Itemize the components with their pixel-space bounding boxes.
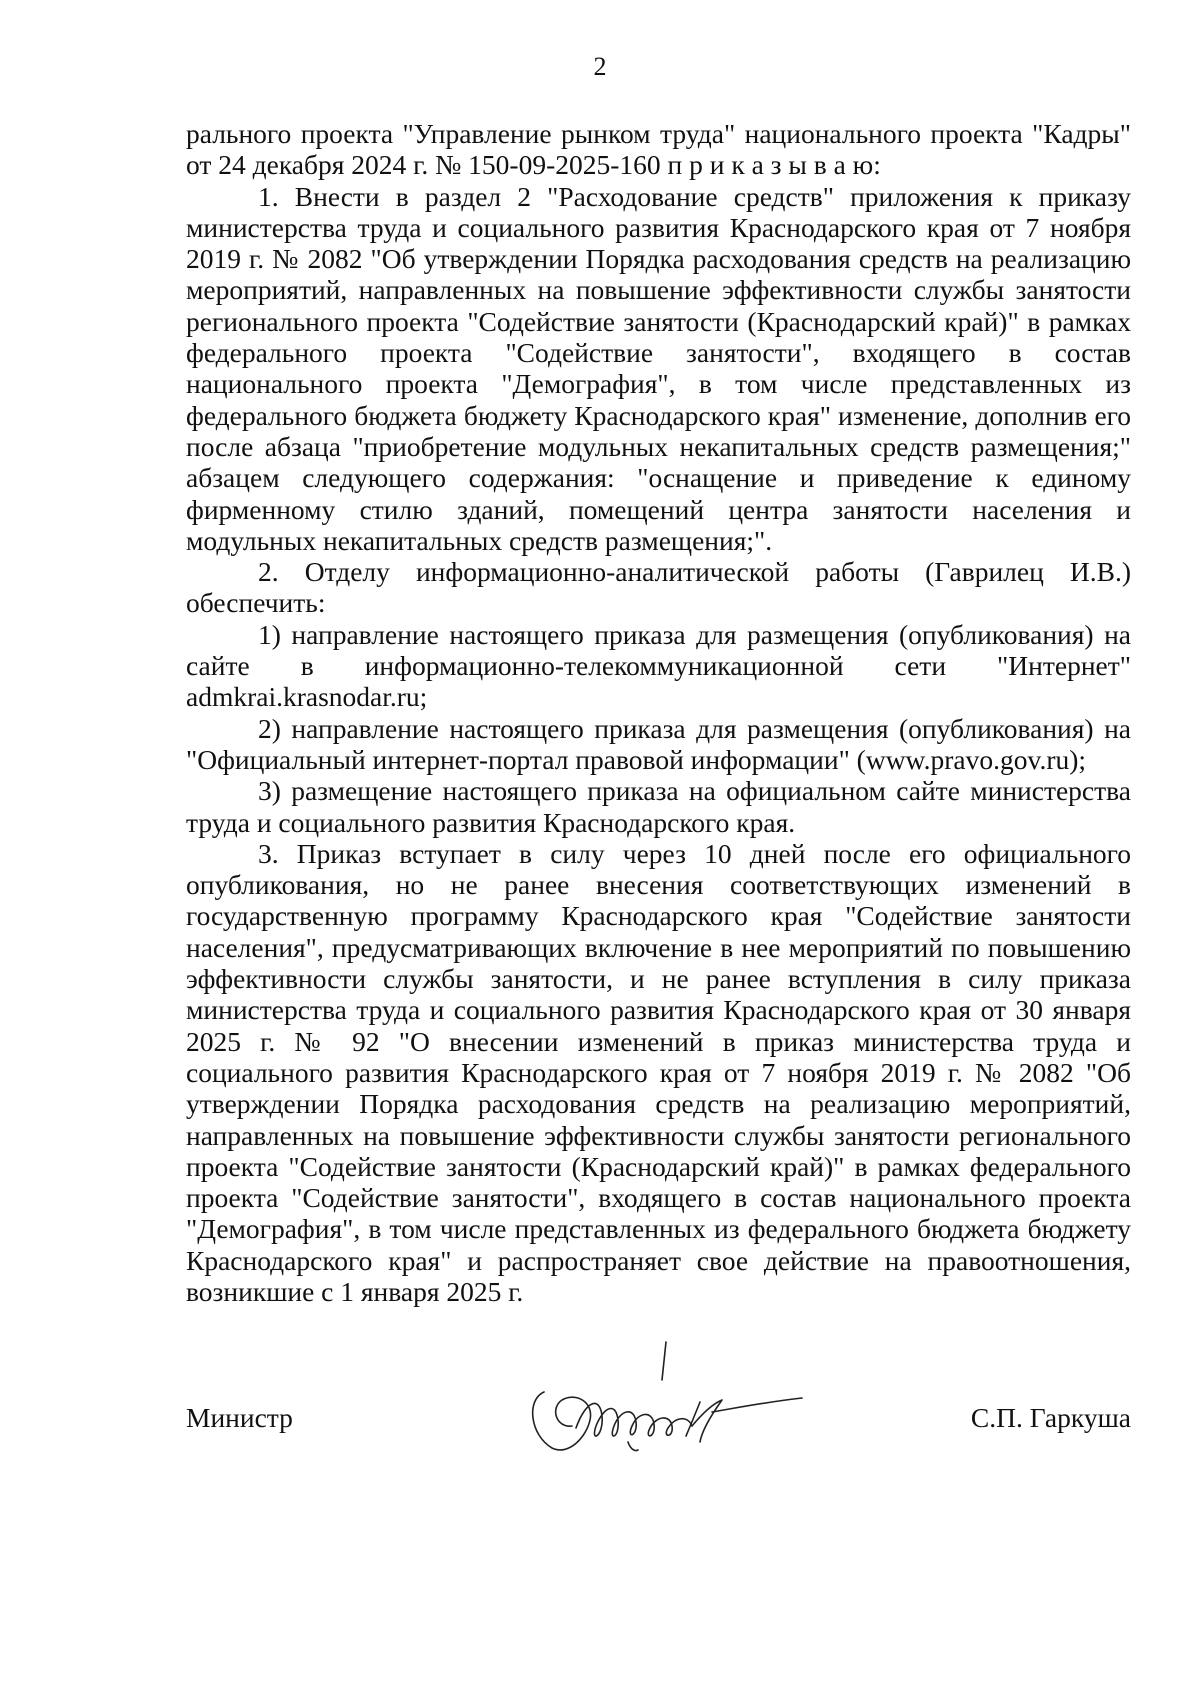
signatory-title: Министр [186,1402,293,1433]
paragraph-intro-continuation: рального проекта "Управление рынком труда" национального проекта "Кадры" от 24 декабря 2024 г. № 150-09-2025-160 п р и к а з ы в а ю: [186,118,1131,181]
paragraph-item-2-subitem-2: 2) направление настоящего приказа для размещения (опубликования) на "Официальный интернет-портал правовой информации" (www.pravo.gov.ru); [186,712,1131,775]
page-number: 2 [593,52,607,81]
paragraph-item-1: 1. Внести в раздел 2 "Расходование средств" приложения к приказу министерства труда и социального развития Краснодарского края от 7 ноября 2019 г. № 2082 "Об утверждении Порядка расходования средств на реализацию мероприятий, направленных на повышение эффективности службы занятости регионального проекта "Содействие занятости (Краснодарский край)" в рамках федерального проекта "Содействие занятости", входящего в состав национального проекта "Демография", в том числе представленных из федерального бюджета бюджету Краснодарского края" изменение, дополнив его после абзаца "приобретение модульных некапитальных средств размещения;" абзацем следующего содержания: "оснащение и приведение к единому фирменному стилю зданий, помещений центра занятости населения и модульных некапитальных средств размещения;". [186,180,1131,556]
paragraph-item-2: 2. Отделу информационно-аналитической работы (Гаврилец И.В.) обеспечить: [186,556,1131,619]
paragraph-item-3: 3. Приказ вступает в силу через 10 дней после его официального опубликования, но не ранее внесения соответствующих изменений в государственную программу Краснодарского края "Содействие занятости населения", предусматривающих включение в нее мероприятий по повышению эффективности службы занятости, и не ранее вступления в силу приказа министерства труда и социального развития Краснодарского края от 30 января 2025 г. № 92 "О внесении изменений в приказ министерства труда и социального развития Краснодарского края от 7 ноября 2019 г. № 2082 "Об утверждении Порядка расходования средств на реализацию мероприятий, направленных на повышение эффективности службы занятости регионального проекта "Содействие занятости (Краснодарский край)" в рамках федерального проекта "Содействие занятости", входящего в состав национального проекта "Демография", в том числе представленных из федерального бюджета бюджету Краснодарского края" и распространяет свое действие на правоотношения, возникшие с 1 января 2025 г. [186,837,1131,1307]
paragraph-item-2-subitem-1: 1) направление настоящего приказа для размещения (опубликования) на сайте в информационно-телекоммуникационной сети "Интернет" admkrai.krasnodar.ru; [186,618,1131,713]
signature-block [186,1402,1131,1522]
handwritten-signature [516,1340,806,1460]
paragraph-item-2-subitem-3: 3) размещение настоящего приказа на официальном сайте министерства труда и социального развития Краснодарского края. [186,775,1131,838]
document-body [186,118,1131,1307]
signatory-name: С.П. Гаркуша [970,1402,1131,1433]
